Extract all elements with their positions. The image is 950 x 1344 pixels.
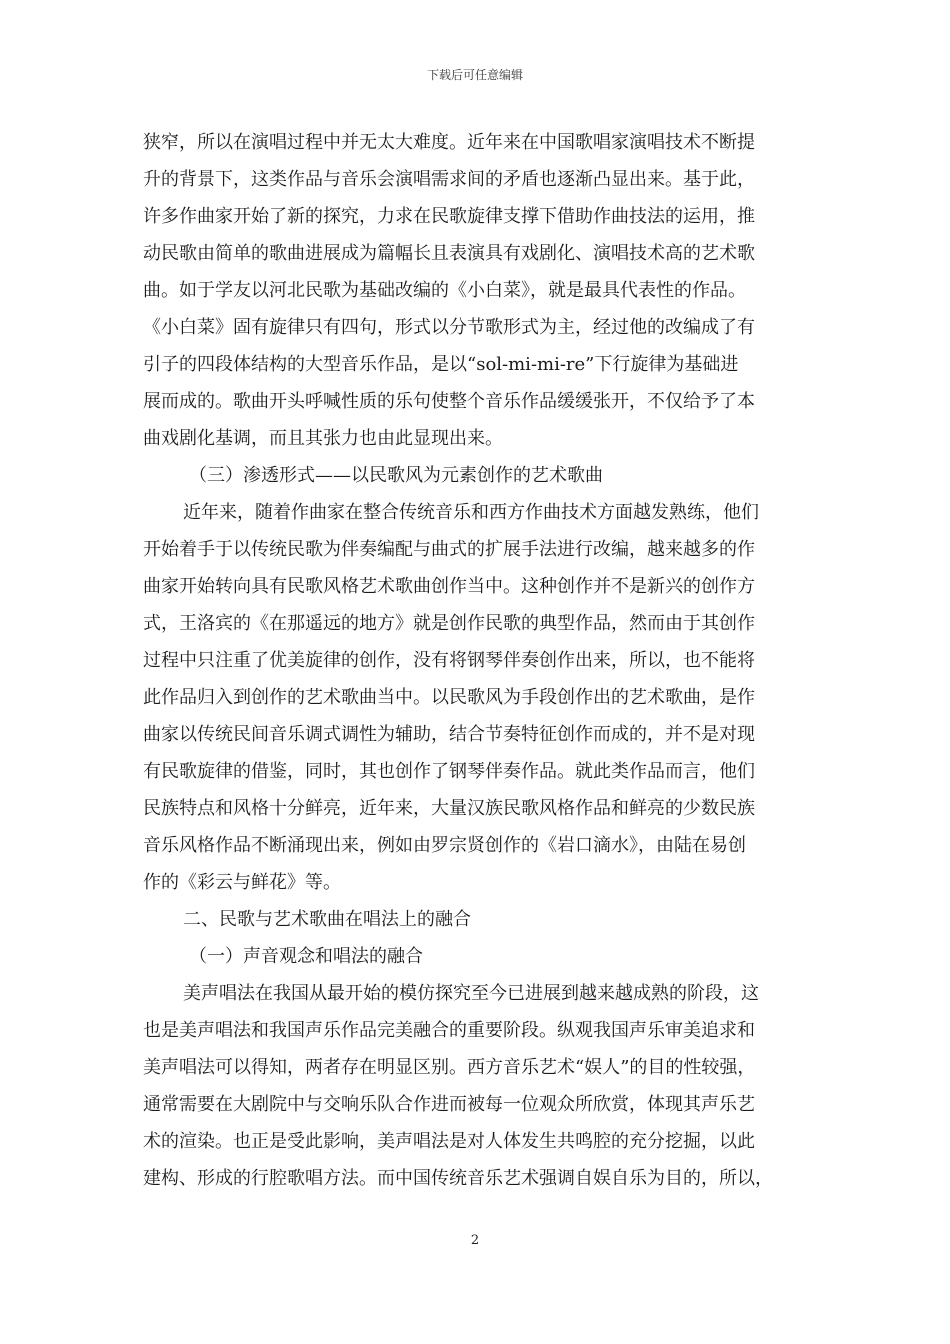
page-header-note: 下载后可任意编辑 — [426, 68, 523, 82]
text-line: 也是美声唱法和我国声乐作品完美融合的重要阶段。纵观我国声乐审美追求和 — [143, 1020, 755, 1041]
section-heading-3: （三）渗透形式——以民歌风为元素创作的艺术歌曲 — [189, 465, 603, 486]
page-number: 2 — [470, 1233, 480, 1248]
text-line: 作的《彩云与鲜花》等。 — [143, 872, 341, 893]
text-line: 曲家以传统民间音乐调式调性为辅助，结合节奏特征创作而成的，并不是对现 — [143, 724, 755, 745]
text-line: 动民歌由简单的歌曲进展成为篇幅长且表演具有戏剧化、演唱技术高的艺术歌 — [143, 243, 755, 264]
text-line: 狭窄，所以在演唱过程中并无太大难度。近年来在中国歌唱家演唱技术不断提 — [143, 132, 755, 153]
text-line: 升的背景下，这类作品与音乐会演唱需求间的矛盾也逐渐凸显出来。基于此， — [143, 169, 755, 190]
text-line: 有民歌旋律的借鉴，同时，其也创作了钢琴伴奏作品。就此类作品而言，他们 — [143, 761, 755, 782]
text-line: 曲。如于学友以河北民歌为基础改编的《小白菜》，就是最具代表性的作品。 — [143, 280, 746, 301]
text-line: 许多作曲家开始了新的探究，力求在民歌旋律支撑下借助作曲技法的运用，推 — [143, 206, 755, 227]
text-line: 建构、形成的行腔歌唱方法。而中国传统音乐艺术强调自娱自乐为目的，所以， — [143, 1168, 773, 1189]
section-heading-2-1: （一）声音观念和唱法的融合 — [189, 946, 423, 967]
paragraph-first-line: 美声唱法在我国从最开始的模仿探究至今已进展到越来越成熟的阶段，这 — [183, 983, 759, 1004]
section-heading-2: 二、民歌与艺术歌曲在唱法上的融合 — [183, 909, 471, 930]
text-line: 展而成的。歌曲开头呼喊性质的乐句使整个音乐作品缓缓张开，不仅给予了本 — [143, 391, 755, 412]
text-line: 曲家开始转向具有民歌风格艺术歌曲创作当中。这种创作并不是新兴的创作方 — [143, 576, 755, 597]
text-line: 此作品归入到创作的艺术歌曲当中。以民歌风为手段创作出的艺术歌曲，是作 — [143, 687, 755, 708]
text-line: 开始着手于以传统民歌为伴奏编配与曲式的扩展手法进行改编，越来越多的作 — [143, 539, 755, 560]
text-line: 民族特点和风格十分鲜亮，近年来，大量汉族民歌风格作品和鲜亮的少数民族 — [143, 798, 755, 819]
text-line: 引子的四段体结构的大型音乐作品，是以“sol-mi-mi-re”下行旋律为基础进 — [143, 354, 739, 375]
text-line: 式，王洛宾的《在那遥远的地方》就是创作民歌的典型作品，然而由于其创作 — [143, 613, 755, 634]
text-line: 术的渲染。也正是受此影响，美声唱法是对人体发生共鸣腔的充分挖掘，以此 — [143, 1131, 755, 1152]
text-line: 曲戏剧化基调，而且其张力也由此显现出来。 — [143, 428, 503, 449]
text-line: 音乐风格作品不断涌现出来，例如由罗宗贤创作的《岩口滴水》，由陆在易创 — [143, 835, 746, 856]
text-line: 美声唱法可以得知，两者存在明显区别。西方音乐艺术“娱人”的目的性较强， — [143, 1057, 756, 1078]
text-line: 通常需要在大剧院中与交响乐队合作进而被每一位观众所欣赏，体现其声乐艺 — [143, 1094, 755, 1115]
text-line: 《小白菜》固有旋律只有四句，形式以分节歌形式为主，经过他的改编成了有 — [143, 317, 755, 338]
document-body — [143, 124, 810, 1197]
text-line: 过程中只注重了优美旋律的创作，没有将钢琴伴奏创作出来，所以，也不能将 — [143, 650, 755, 671]
paragraph-first-line: 近年来，随着作曲家在整合传统音乐和西方作曲技术方面越发熟练，他们 — [183, 502, 759, 523]
